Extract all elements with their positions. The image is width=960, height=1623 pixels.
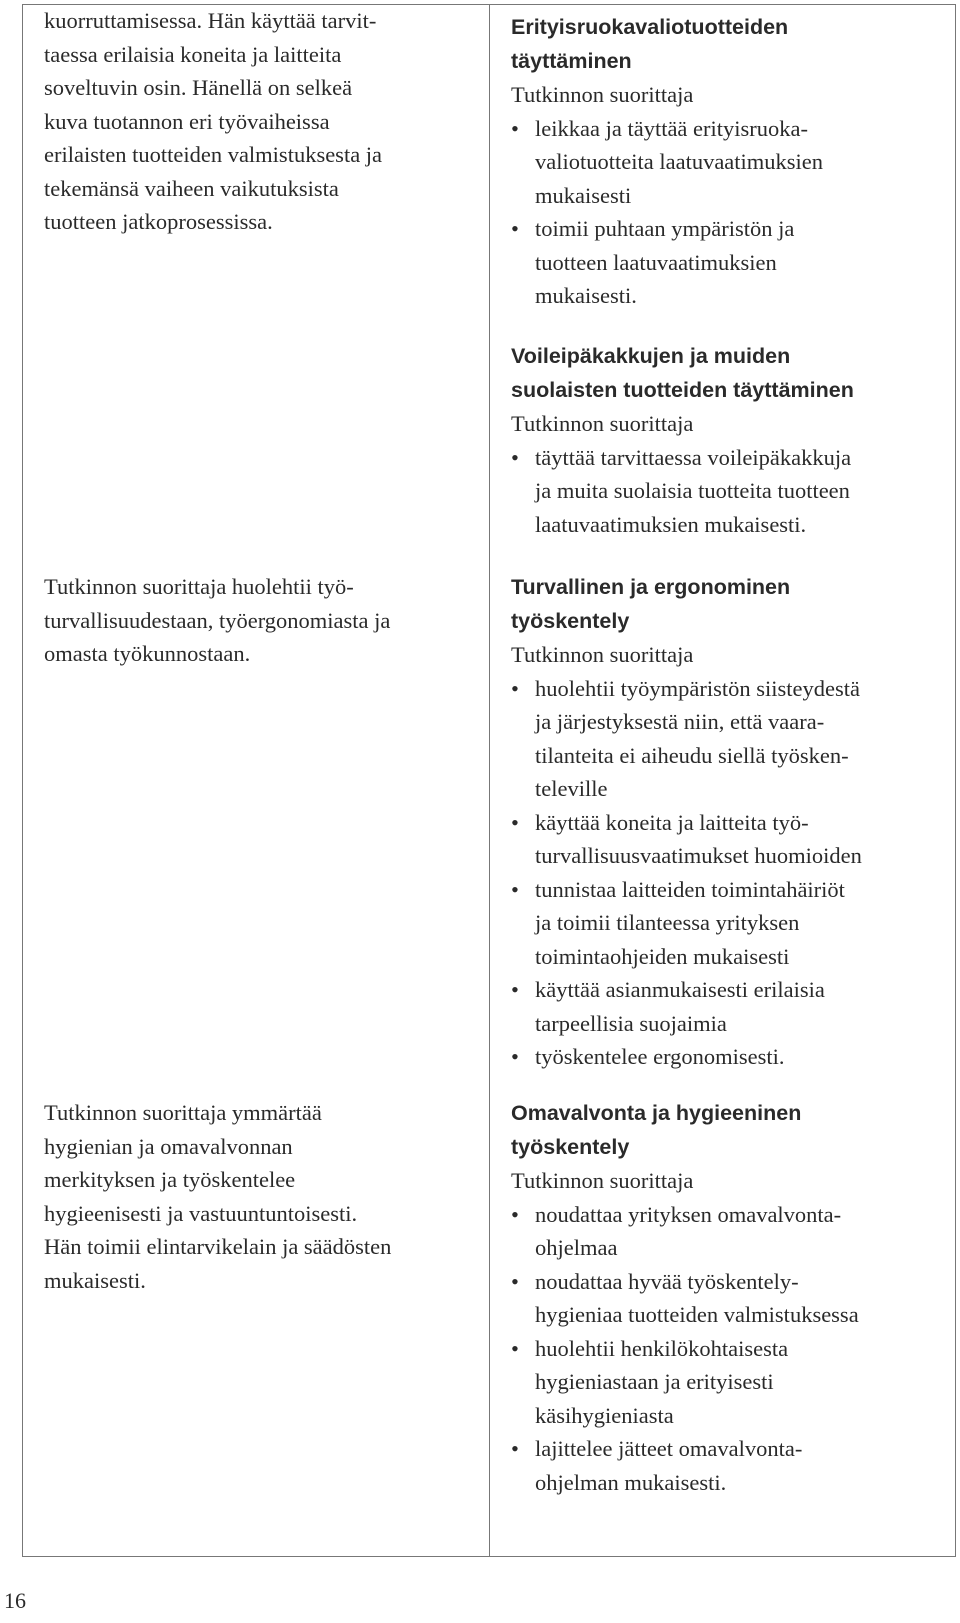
- text-line: turvallisuudestaan, työergonomiasta ja: [44, 607, 391, 633]
- section-heading: [511, 571, 936, 638]
- text-line: mukaisesti.: [44, 1267, 146, 1293]
- bullet-glyph: •: [511, 115, 519, 141]
- list-item: [511, 441, 936, 542]
- section-special-diet-fillings: [511, 11, 936, 313]
- text-line: huolehtii henkilökohtaisesta: [535, 1335, 789, 1361]
- list-item: [511, 112, 936, 213]
- text-line: Tutkinnon suorittaja huolehtii työ-: [44, 574, 354, 599]
- left-paragraph-2: [44, 570, 474, 671]
- text-line: toimii puhtaan ympäristön ja: [535, 216, 795, 241]
- text-line: turvallisuusvaatimukset huomioiden: [535, 843, 862, 868]
- column-divider: [489, 4, 490, 1557]
- text-line: työskentelee ergonomisesti.: [535, 1044, 785, 1069]
- bullet-glyph: •: [511, 977, 519, 1002]
- text-line: kuva tuotannon eri työvaiheissa: [44, 108, 330, 134]
- text-line: tuotteen laatuvaatimuksien: [535, 249, 777, 275]
- list-item: [511, 212, 936, 313]
- list-item: [511, 806, 936, 873]
- text-line: käyttää asianmukaisesti erilaisia: [535, 977, 825, 1002]
- text-line: ohjelmaa: [535, 1235, 618, 1260]
- text-line: mukaisesti: [535, 182, 632, 208]
- bullet-glyph: •: [511, 1044, 519, 1069]
- text-line: tuotteen jatkoprosessissa.: [44, 209, 273, 234]
- heading-line: Turvallinen ja ergonominen: [511, 575, 791, 599]
- section-intro: Tutkinnon suorittaja: [511, 82, 694, 107]
- section-heading: [511, 340, 936, 407]
- text-line: hygieniaa tuotteiden valmistuksessa: [535, 1302, 859, 1327]
- bullet-glyph: •: [511, 1436, 519, 1461]
- section-heading: [511, 1097, 936, 1164]
- bullet-glyph: •: [511, 809, 519, 835]
- text-line: taessa erilaisia koneita ja laitteita: [44, 41, 342, 67]
- text-line: ohjelman mukaisesti.: [535, 1469, 727, 1495]
- text-line: noudattaa yrityksen omavalvonta-: [535, 1201, 842, 1227]
- section-intro: Tutkinnon suorittaja: [511, 1168, 694, 1193]
- text-line: tekemänsä vaiheen vaikutuksista: [44, 175, 339, 201]
- text-line: hygieenisesti ja vastuuntuntoisesti.: [44, 1200, 358, 1226]
- text-line: ja toimii tilanteessa yrityksen: [535, 910, 800, 935]
- bullet-list: [511, 672, 936, 1074]
- section-heading: [511, 11, 936, 78]
- text-line: valiotuotteita laatuvaatimuksien: [535, 149, 824, 174]
- heading-line: täyttäminen: [511, 48, 632, 73]
- list-item: [511, 1198, 936, 1265]
- bullet-glyph: •: [511, 1335, 519, 1361]
- list-item: [511, 1040, 936, 1074]
- bullet-glyph: •: [511, 876, 519, 902]
- list-item: [511, 672, 936, 806]
- section-intro: Tutkinnon suorittaja: [511, 642, 694, 667]
- text-line: tarpeellisia suojaimia: [535, 1010, 727, 1036]
- text-line: Hän toimii elintarvikelain ja säädösten: [44, 1234, 392, 1259]
- heading-line: työskentely: [511, 608, 630, 633]
- text-line: erilaisten tuotteiden valmistuksesta ja: [44, 142, 383, 167]
- bullet-glyph: •: [511, 1201, 519, 1227]
- heading-line: Erityisruokavaliotuotteiden: [511, 15, 789, 39]
- text-line: täyttää tarvittaessa voileipäkakkuja: [535, 444, 852, 470]
- text-line: merkityksen ja työskentelee: [44, 1167, 296, 1192]
- text-line: hygieniastaan ja erityisesti: [535, 1369, 774, 1394]
- text-line: kuorruttamisessa. Hän käyttää tarvit-: [44, 8, 377, 33]
- left-paragraph-3: [44, 1096, 474, 1297]
- list-item: [511, 873, 936, 974]
- heading-line: Voileipäkakkujen ja muiden: [511, 344, 791, 368]
- text-line: hygienian ja omavalvonnan: [44, 1133, 293, 1159]
- text-line: laatuvaatimuksien mukaisesti.: [535, 511, 807, 537]
- heading-line: suolaisten tuotteiden täyttäminen: [511, 377, 854, 402]
- text-line: omasta työkunnostaan.: [44, 641, 251, 666]
- text-line: käyttää koneita ja laitteita työ-: [535, 809, 809, 835]
- heading-line: työskentely: [511, 1134, 630, 1159]
- list-item: [511, 1332, 936, 1433]
- text-line: tilanteita ei aiheudu siellä työsken-: [535, 742, 849, 768]
- text-line: noudattaa hyvää työskentely-: [535, 1268, 799, 1294]
- text-line: ja muita suolaisia tuotteita tuotteen: [535, 478, 850, 503]
- bullet-list: [511, 441, 936, 542]
- section-sandwich-cakes: [511, 340, 936, 541]
- page-number: 16: [4, 1588, 26, 1613]
- bullet-glyph: •: [511, 444, 519, 470]
- bullet-glyph: •: [511, 1268, 519, 1294]
- text-line: tunnistaa laitteiden toimintahäiriöt: [535, 876, 845, 902]
- left-paragraph-1: [44, 4, 474, 239]
- text-line: käsihygieniasta: [535, 1402, 674, 1428]
- text-line: lajittelee jätteet omavalvonta-: [535, 1436, 803, 1461]
- bullet-list: [511, 112, 936, 313]
- list-item: [511, 1432, 936, 1499]
- text-line: huolehtii työympäristön siisteydestä: [535, 675, 860, 701]
- list-item: [511, 973, 936, 1040]
- bullet-glyph: •: [511, 675, 519, 701]
- text-line: Tutkinnon suorittaja ymmärtää: [44, 1100, 322, 1125]
- text-line: mukaisesti.: [535, 283, 637, 308]
- bullet-glyph: •: [511, 216, 519, 241]
- text-line: ja järjestyksestä niin, että vaara-: [535, 709, 825, 734]
- heading-line: Omavalvonta ja hygieeninen: [511, 1101, 802, 1125]
- section-intro: Tutkinnon suorittaja: [511, 411, 694, 436]
- text-line: soveltuvin osin. Hänellä on selkeä: [44, 75, 353, 100]
- section-safe-ergonomic-work: [511, 571, 936, 1074]
- text-line: toimintaohjeiden mukaisesti: [535, 943, 790, 969]
- list-item: [511, 1265, 936, 1332]
- text-line: televille: [535, 776, 608, 801]
- text-line: leikkaa ja täyttää erityisruoka-: [535, 115, 808, 141]
- section-self-monitoring-hygiene: [511, 1097, 936, 1499]
- bullet-list: [511, 1198, 936, 1500]
